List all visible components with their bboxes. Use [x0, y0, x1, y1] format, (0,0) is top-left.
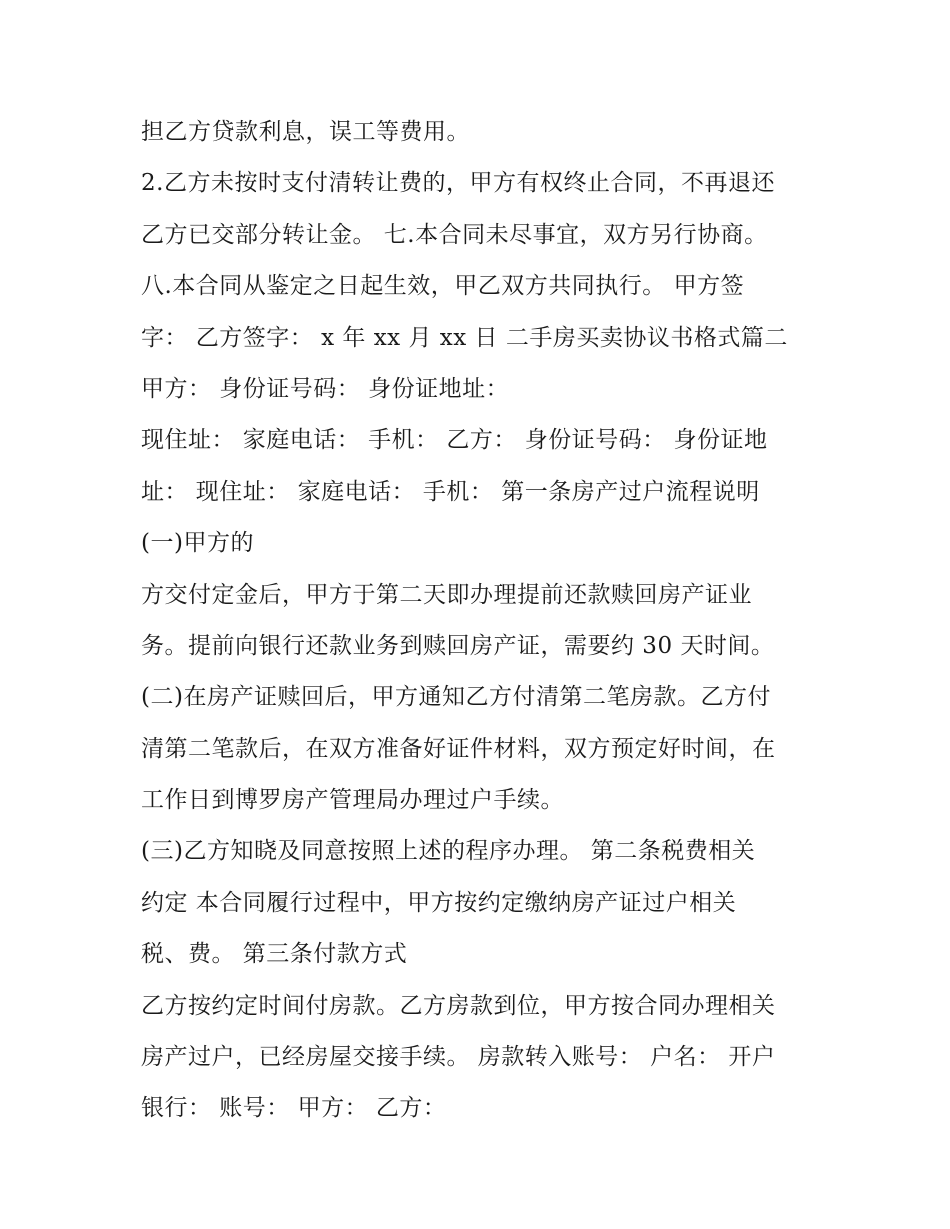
text-line: (三)乙方知晓及同意按照上述的程序办理。 第二条税费相关 [141, 838, 756, 865]
text-line: 现住址： 家庭电话： 手机： 乙方： 身份证号码： 身份证地 [141, 427, 768, 454]
text-line: 务。提前向银行还款业务到赎回房产证，需要约 30 天时间。 [141, 632, 775, 659]
text-line: 甲方： 身份证号码： 身份证地址： [141, 375, 510, 402]
text-line: 房产过户，已经房屋交接手续。 房款转入账号： 户名： 开户 [141, 1044, 776, 1071]
text-line: (二)在房产证赎回后，甲方通知乙方付清第二笔房款。乙方付 [141, 684, 771, 711]
text-line: 约定 本合同履行过程中，甲方按约定缴纳房产证过户相关 [141, 889, 737, 916]
text-line: 乙方按约定时间付房款。乙方房款到位，甲方按合同办理相关 [141, 992, 776, 1019]
text-line: 八.本合同从鉴定之日起生效，甲乙双方共同执行。 甲方签 [141, 273, 745, 300]
text-line: (一)甲方的 [141, 530, 254, 557]
text-line: 银行： 账号： 甲方： 乙方： [141, 1095, 447, 1122]
text-line: 2.乙方未按时支付清转让费的，甲方有权终止合同，不再退还 [141, 170, 775, 197]
text-line: 担乙方贷款利息，误工等费用。 [141, 119, 470, 145]
text-line: 方交付定金后，甲方于第二天即办理提前还款赎回房产证业 [141, 581, 752, 608]
text-line: 址： 现住址： 家庭电话： 手机： 第一条房产过户流程说明 [141, 478, 760, 505]
text-line: 税、费。 第三条付款方式 [141, 941, 408, 968]
text-line: 清第二笔款后，在双方准备好证件材料，双方预定好时间，在 [141, 735, 776, 762]
text-line: 工作日到博罗房产管理局办理过户手续。 [141, 787, 564, 814]
document-body [141, 107, 831, 1135]
text-line: 乙方已交部分转让金。 七.本合同未尽事宜，双方另行协商。 [141, 221, 768, 248]
text-line: 字： 乙方签字： x 年 xx 月 xx 日 二手房买卖协议书格式篇二 [141, 324, 788, 351]
